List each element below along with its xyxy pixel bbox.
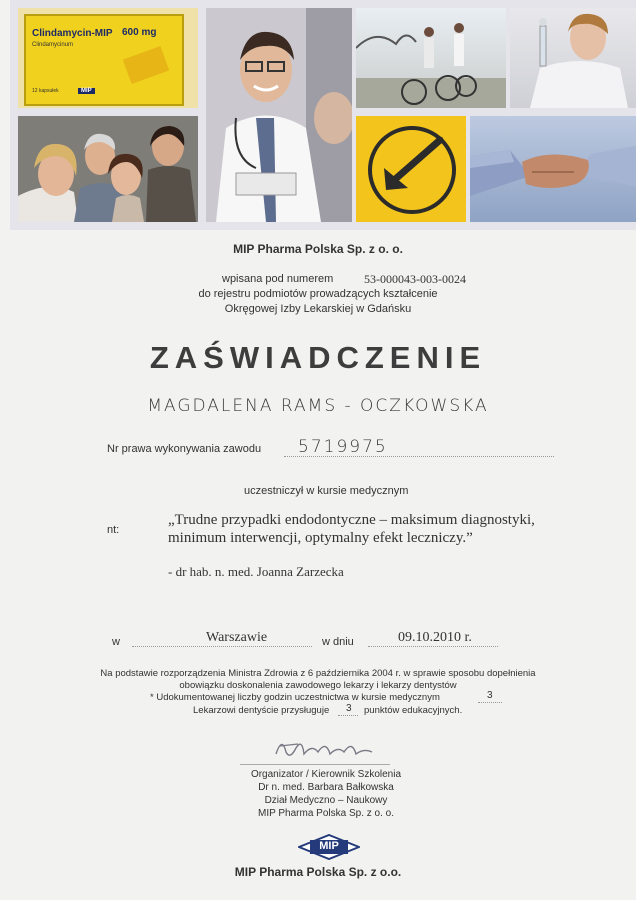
mip-logo-text: MIP (319, 840, 339, 852)
doctor-photo (206, 8, 352, 222)
legal-points-label: Lekarzowi dentyście przysługuje (193, 705, 330, 716)
registration-number: 53-000043-003-0024 (364, 272, 466, 286)
legal-line-2: obowiązku doskonalenia zawodowego lekarzy i lekarzy dentystów (179, 680, 457, 691)
company-header: MIP Pharma Polska Sp. z o. o. (233, 242, 403, 256)
product-name: Clindamycin-MIP (32, 28, 113, 39)
legal-line-1: Na podstawie rozporządzenia Ministra Zdrowia z 6 października 2004 r. w sprawie sposobu dopełnienia (100, 668, 536, 679)
course-title-line-1: „Trudne przypadki endodontyczne – maksimum diagnostyki, (168, 512, 535, 528)
signatory-role: Organizator / Kierownik Szkolenia (250, 769, 402, 780)
course-label: nt: (107, 524, 120, 536)
registration-line-2: do rejestru podmiotów prowadzących kształcenie (198, 288, 438, 300)
legal-points-value: 3 (346, 703, 352, 714)
license-label: Nr prawa wykonywania zawodu (107, 443, 262, 455)
photo-banner (10, 0, 636, 230)
signatory-name: Dr n. med. Barbara Bałkowska (258, 782, 394, 793)
handwritten-signature (268, 730, 388, 764)
issue-date: 09.10.2010 r. (398, 630, 472, 645)
license-number: 5719975 (298, 437, 388, 457)
handshake-photo (470, 116, 636, 222)
registration-prefix: wpisana pod numerem (222, 273, 334, 285)
place-city: Warszawie (206, 630, 268, 645)
product-box-image (18, 8, 198, 108)
product-substance: Clindamycinum (32, 42, 74, 48)
footer-company: MIP Pharma Polska Sp. z o.o. (234, 865, 402, 879)
product-pack: 12 kapsułek (32, 88, 59, 94)
signatory-company: MIP Pharma Polska Sp. z o. o. (258, 808, 394, 819)
product-dose: 600 mg (122, 27, 157, 38)
registration-line-3: Okręgowej Izby Lekarskiej w Gdańsku (224, 303, 412, 315)
course-lecturer: - dr hab. n. med. Joanna Zarzecka (168, 564, 344, 579)
recipient-name: MAGDALENA RAMS - OCZKOWSKA (147, 396, 489, 416)
family-photo (18, 116, 198, 222)
signatory-department: Dział Medyczno – Naukowy (264, 795, 388, 806)
legal-hours-value: 3 (487, 690, 493, 701)
date-label: w dniu (322, 636, 354, 648)
legal-hours-label: * Udokumentowanej liczby godzin uczestnictwa w kursie medycznym (150, 692, 440, 703)
participation-text: uczestniczył w kursie medycznym (244, 485, 409, 497)
legal-points-suffix: punktów edukacyjnych. (364, 705, 463, 716)
document-title: ZAŚWIADCZENIE (149, 340, 487, 375)
product-badge: MIP (78, 88, 95, 94)
mip-logo (298, 834, 360, 860)
laboratory-photo (510, 8, 636, 108)
arrow-logo-tile (356, 116, 466, 222)
place-label: w (112, 636, 120, 648)
course-title-line-2: minimum interwencji, optymalny efekt leczniczy.” (168, 530, 473, 546)
cycling-photo (356, 8, 506, 108)
